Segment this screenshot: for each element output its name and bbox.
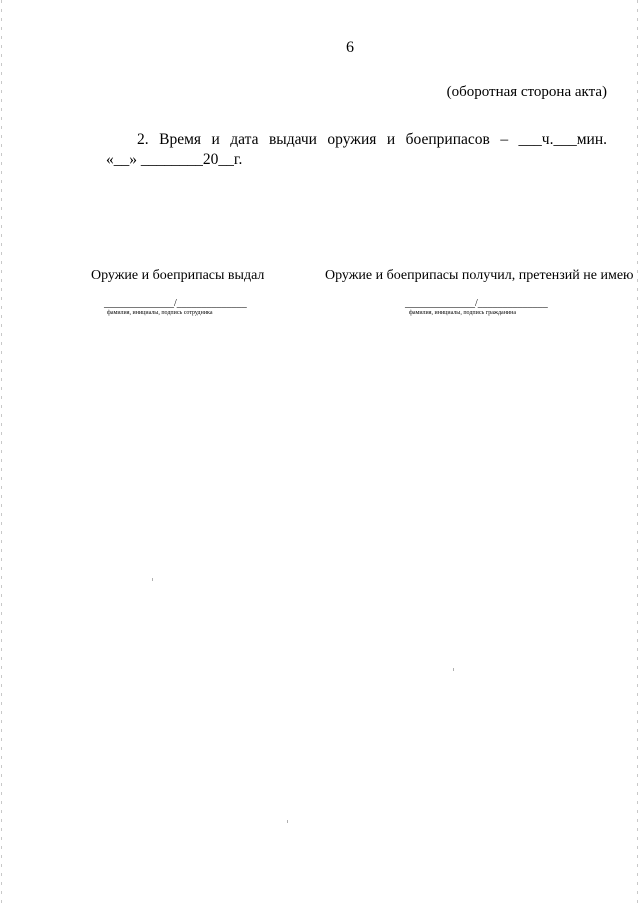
scan-edge-left <box>1 0 2 905</box>
scan-edge-right <box>637 0 638 905</box>
issue-date-line: «__» ________20__г. <box>106 151 243 168</box>
issuer-heading: Оружие и боеприпасы выдал <box>91 268 265 283</box>
receiver-signature-line: ______________/______________ <box>405 298 548 309</box>
issue-time-line: 2. Время и дата выдачи оружия и боеприпасов – ___ч.___мин. <box>137 131 607 148</box>
scan-speck <box>453 668 454 671</box>
page-number: 6 <box>346 39 354 56</box>
scan-speck <box>287 820 288 823</box>
scan-speck <box>152 578 153 581</box>
reverse-side-note: (оборотная сторона акта) <box>446 84 607 100</box>
issuer-signature-caption: фамилия, инициалы, подпись сотрудника <box>107 310 213 316</box>
receiver-signature-caption: фамилия, инициалы, подпись гражданина <box>409 310 517 316</box>
receiver-heading: Оружие и боеприпасы получил, претензий не имею <box>325 268 634 283</box>
issuer-signature-line: ______________/______________ <box>104 298 247 309</box>
